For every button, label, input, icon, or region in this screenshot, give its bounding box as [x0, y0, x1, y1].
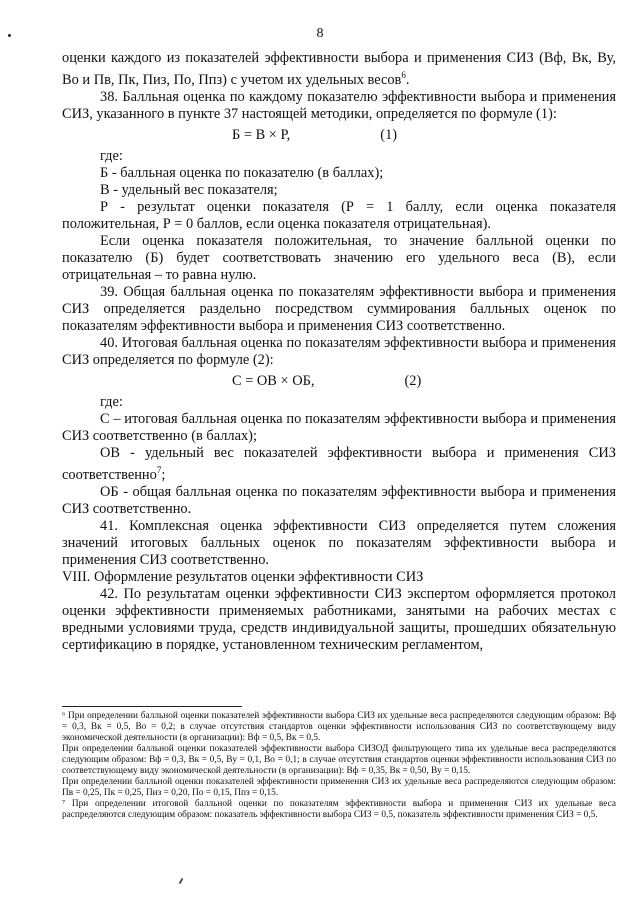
footnote-separator: [62, 706, 242, 707]
footnotes: [62, 711, 616, 821]
formula-2-expression: С = ОВ × ОБ,: [232, 372, 315, 389]
intro-text: оценки каждого из показателей эффективности выбора и применения СИЗ (Вф, Вк, Ву, Во и Пв, Пк, Пиз, По, Ппз) с учетом их удельных весов: [62, 50, 616, 88]
footnote-6b: При определении балльной оценки показателей эффективности выбора СИЗОД фильтрующего типа их удельные веса распределяются следующим образом: Вф = 0,3, Вк = 0,5, Ву = 0,1, Во = 0,1; в случае отсутствия стандартов оценки эффективности использования СИЗ по соответствующему виду экономической деятельности (в организации): Вф = 0,35, Вк = 0,50, Ву = 0,15.: [62, 744, 616, 776]
document-body: [62, 50, 616, 654]
intro-end: .: [405, 71, 410, 88]
section-heading-8: VIII. Оформление результатов оценки эффективности СИЗ: [62, 568, 424, 585]
formula-2: [62, 373, 616, 390]
definition-ov-end: ;: [161, 466, 166, 483]
where-label-2: где:: [100, 393, 123, 410]
footnote-6c: При определении балльной оценки показателей эффективности применения СИЗ их удельные веса распределяются следующим образом: Пв = 0,25, Пк = 0,25, Пиз = 0,20, По = 0,15, Ппз = 0,15.: [62, 777, 616, 798]
paragraph-if-positive: Если оценка показателя положительная, то значение балльной оценки по показателю (Б) будет соответствовать значению его удельного веса (В), если отрицательная – то равна нулю.: [62, 232, 616, 283]
formula-2-number: (2): [404, 372, 422, 389]
formula-1-number: (1): [380, 126, 398, 143]
definition-ov: [62, 445, 616, 484]
where-label-1: где:: [100, 147, 123, 164]
paragraph-38: 38. Балльная оценка по каждому показателю эффективности выбора и применения СИЗ, указанного в пункте 37 настоящей методики, определяется по формуле (1):: [62, 88, 616, 122]
formula-1-expression: Б = В × Р,: [232, 126, 291, 143]
definition-c: С – итоговая балльная оценка по показателям эффективности выбора и применения СИЗ соответственно (в баллах);: [62, 410, 616, 444]
paragraph-42: 42. По результатам оценки эффективности СИЗ экспертом оформляется протокол оценки эффективности применяемых работниками, занятыми на рабочих местах с вредными условиями труда, средств индивидуальной защиты, прошедших обязательную сертификацию в порядке, установленном техническим регламентом,: [62, 585, 616, 653]
footnote-ref-6[interactable]: 6: [401, 70, 406, 80]
paragraph-intro: [62, 50, 616, 89]
footnote-7: ⁷ При определении итоговой балльной оценки по показателям эффективности выбора и применения СИЗ их удельные веса распределяются следующим образом: показатель эффективности выбора СИЗ = 0,5, показатель эффективности применения СИЗ = 0,5.: [62, 799, 616, 820]
scan-mark: [179, 878, 184, 884]
paragraph-39: 39. Общая балльная оценка по показателям эффективности выбора и применения СИЗ определяется раздельно посредством суммирования балльных оценок по показателям эффективности выбора и применения СИЗ соответственно.: [62, 283, 616, 334]
definition-b: Б - балльная оценка по показателю (в баллах);: [100, 164, 384, 181]
formula-1: [62, 127, 616, 144]
definition-ob: ОБ - общая балльная оценка по показателям эффективности выбора и применения СИЗ соответственно.: [62, 483, 616, 517]
definition-v: В - удельный вес показателя;: [100, 181, 278, 198]
footnote-6a: ⁶ При определении балльной оценки показателей эффективности выбора СИЗ их удельные веса распределяются следующим образом: Вф = 0,3, Вк = 0,5, Во = 0,2; в случае отсутствия стандартов оценки эффективности использования СИЗ по соответствующему виду экономической деятельности (в организации): Вф = 0,5, Вк = 0,5.: [62, 711, 616, 743]
page-number: 8: [316, 26, 324, 41]
paragraph-41: 41. Комплексная оценка эффективности СИЗ определяется путем сложения значений итоговых балльных оценок по показателям эффективности выбора и применения СИЗ соответственно.: [62, 517, 616, 568]
paragraph-40: 40. Итоговая балльная оценка по показателям эффективности выбора и применения СИЗ определяется по формуле (2):: [62, 334, 616, 368]
definition-ov-text: ОВ - удельный вес показателей эффективности выбора и применения СИЗ соответственно: [62, 444, 616, 483]
footnote-ref-7[interactable]: 7: [156, 464, 162, 475]
definition-r: Р - результат оценки показателя (Р = 1 баллу, если оценка показателя положительная, Р = 0 баллов, если оценка показателя отрицательная).: [62, 198, 616, 232]
